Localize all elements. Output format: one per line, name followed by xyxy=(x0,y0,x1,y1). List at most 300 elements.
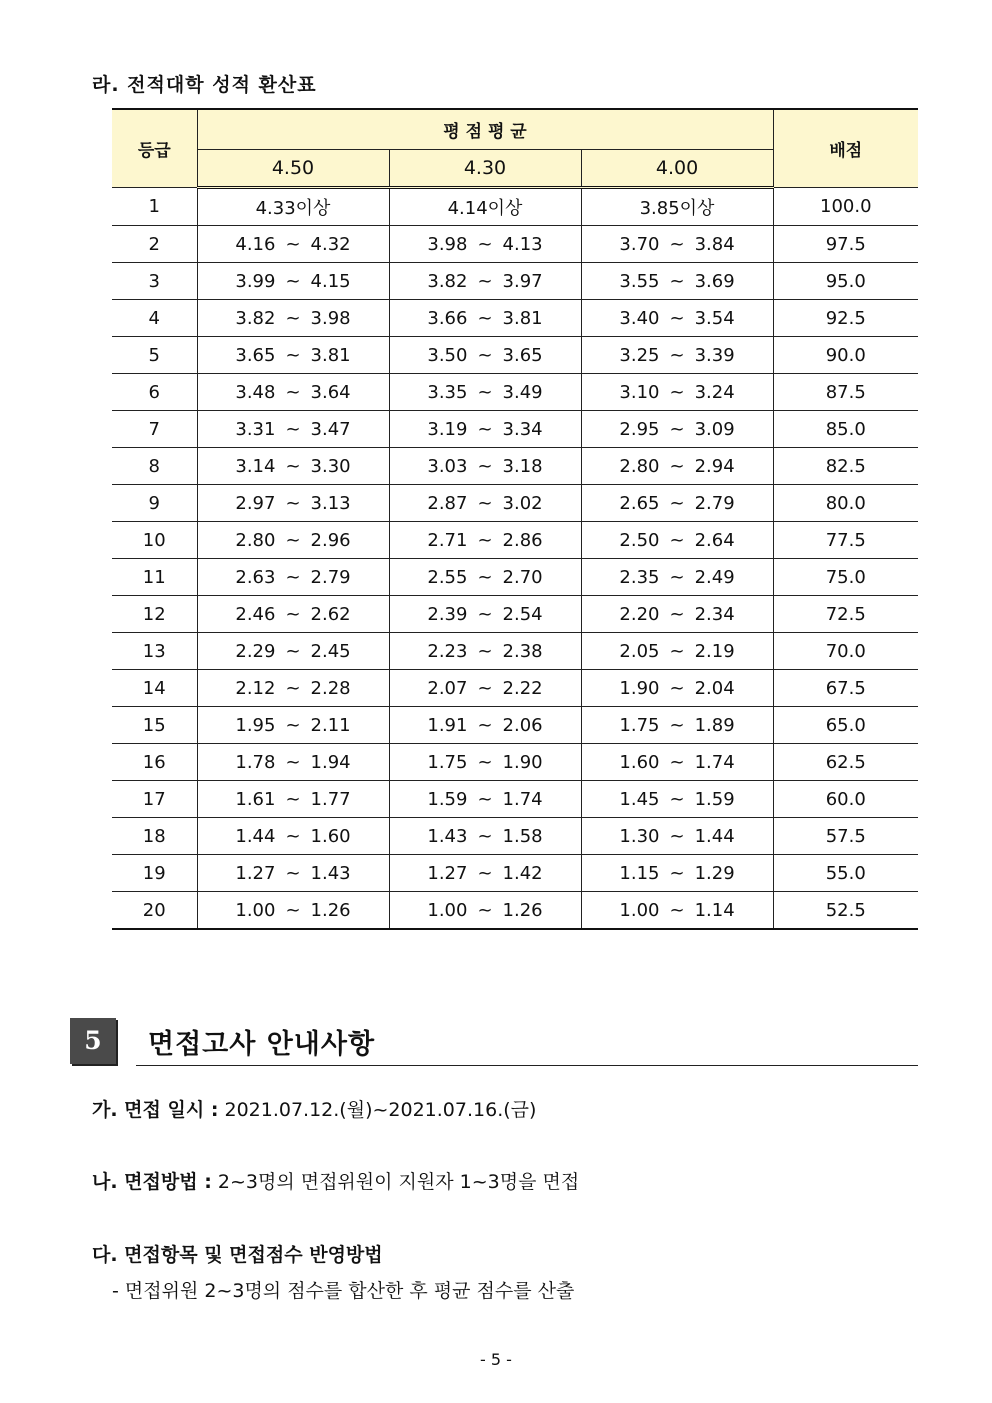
cell-grade: 16 xyxy=(112,744,197,781)
section-number-badge: 5 xyxy=(70,1018,116,1064)
range-separator: ~ xyxy=(285,270,301,292)
range-separator: ~ xyxy=(477,492,493,514)
table-row xyxy=(112,670,918,707)
cell-scale-450: 4.33이상 xyxy=(197,188,389,226)
cell-grade: 8 xyxy=(112,448,197,485)
cell-score: 62.5 xyxy=(773,744,918,781)
header-scale-430: 4.30 xyxy=(389,150,581,188)
range-low: 1.15 xyxy=(619,862,660,884)
table-row xyxy=(112,374,918,411)
table-row xyxy=(112,300,918,337)
range-high: 1.14 xyxy=(694,899,735,921)
range-low: 1.60 xyxy=(619,751,660,773)
range-separator: ~ xyxy=(285,381,301,403)
range-high: 1.44 xyxy=(694,825,735,847)
range-separator: ~ xyxy=(285,640,301,662)
range-separator: ~ xyxy=(285,418,301,440)
interview-date-label: 가. 면접 일시 : xyxy=(92,1099,219,1121)
cell-grade: 6 xyxy=(112,374,197,411)
range-separator: ~ xyxy=(669,233,685,255)
range-separator: ~ xyxy=(477,714,493,736)
range-separator: ~ xyxy=(285,825,301,847)
cell-scale-450 xyxy=(197,781,389,818)
range-separator: ~ xyxy=(669,825,685,847)
range-high: 1.77 xyxy=(310,788,351,810)
cell-scale-450 xyxy=(197,485,389,522)
interview-date-item xyxy=(92,1095,536,1122)
range-separator: ~ xyxy=(285,788,301,810)
cell-scale-400 xyxy=(581,707,773,744)
cell-scale-400 xyxy=(581,485,773,522)
cell-scale-450 xyxy=(197,818,389,855)
cell-grade: 4 xyxy=(112,300,197,337)
page-number: - 5 - xyxy=(480,1350,512,1369)
range-separator: ~ xyxy=(477,233,493,255)
cell-scale-400: 3.85이상 xyxy=(581,188,773,226)
range-low: 3.55 xyxy=(619,270,660,292)
cell-scale-430 xyxy=(389,226,581,263)
header-scale-400: 4.00 xyxy=(581,150,773,188)
cell-grade: 15 xyxy=(112,707,197,744)
cell-score: 82.5 xyxy=(773,448,918,485)
header-gpa-average: 평 점 평 균 xyxy=(197,109,773,150)
range-low: 1.00 xyxy=(235,899,276,921)
range-high: 3.98 xyxy=(310,307,351,329)
range-low: 3.19 xyxy=(427,418,468,440)
range-low: 3.48 xyxy=(235,381,276,403)
grade-conversion-table xyxy=(112,108,918,930)
range-separator: ~ xyxy=(285,529,301,551)
table-row xyxy=(112,559,918,596)
range-separator: ~ xyxy=(669,677,685,699)
range-high: 2.06 xyxy=(502,714,543,736)
range-low: 3.99 xyxy=(235,270,276,292)
range-low: 3.35 xyxy=(427,381,468,403)
range-high: 1.26 xyxy=(502,899,543,921)
range-low: 1.75 xyxy=(619,714,660,736)
range-high: 3.24 xyxy=(694,381,735,403)
cell-grade: 12 xyxy=(112,596,197,633)
range-high: 4.15 xyxy=(310,270,351,292)
range-low: 1.78 xyxy=(235,751,276,773)
interview-method-label: 나. 면접방법 : xyxy=(92,1171,212,1193)
range-separator: ~ xyxy=(669,603,685,625)
range-separator: ~ xyxy=(285,862,301,884)
range-high: 1.59 xyxy=(694,788,735,810)
cell-grade: 9 xyxy=(112,485,197,522)
range-low: 3.66 xyxy=(427,307,468,329)
range-separator: ~ xyxy=(669,899,685,921)
range-high: 3.81 xyxy=(502,307,543,329)
cell-scale-450 xyxy=(197,226,389,263)
range-low: 1.90 xyxy=(619,677,660,699)
range-separator: ~ xyxy=(669,862,685,884)
cell-scale-430 xyxy=(389,855,581,892)
range-high: 3.81 xyxy=(310,344,351,366)
range-high: 3.69 xyxy=(694,270,735,292)
range-low: 2.07 xyxy=(427,677,468,699)
range-separator: ~ xyxy=(669,640,685,662)
table-row xyxy=(112,522,918,559)
cell-scale-400 xyxy=(581,559,773,596)
range-low: 1.59 xyxy=(427,788,468,810)
cell-grade: 3 xyxy=(112,263,197,300)
range-separator: ~ xyxy=(477,566,493,588)
cell-scale-400 xyxy=(581,226,773,263)
cell-scale-430 xyxy=(389,411,581,448)
range-low: 3.98 xyxy=(427,233,468,255)
range-high: 3.13 xyxy=(310,492,351,514)
range-separator: ~ xyxy=(669,418,685,440)
cell-score: 75.0 xyxy=(773,559,918,596)
cell-scale-450 xyxy=(197,300,389,337)
range-separator: ~ xyxy=(477,640,493,662)
cell-score: 95.0 xyxy=(773,263,918,300)
cell-score: 77.5 xyxy=(773,522,918,559)
table-row xyxy=(112,411,918,448)
range-separator: ~ xyxy=(669,788,685,810)
range-high: 3.39 xyxy=(694,344,735,366)
interview-scoring-label: 다. 면접항목 및 면접점수 반영방법 xyxy=(92,1244,383,1266)
range-low: 1.75 xyxy=(427,751,468,773)
cell-scale-400 xyxy=(581,892,773,930)
range-high: 2.86 xyxy=(502,529,543,551)
table-row xyxy=(112,707,918,744)
table-row xyxy=(112,818,918,855)
range-low: 2.63 xyxy=(235,566,276,588)
cell-grade: 19 xyxy=(112,855,197,892)
range-separator: ~ xyxy=(477,751,493,773)
cell-score: 67.5 xyxy=(773,670,918,707)
range-low: 1.00 xyxy=(619,899,660,921)
range-low: 3.82 xyxy=(427,270,468,292)
range-low: 3.31 xyxy=(235,418,276,440)
range-low: 3.50 xyxy=(427,344,468,366)
cell-score: 97.5 xyxy=(773,226,918,263)
range-separator: ~ xyxy=(669,529,685,551)
header-grade: 등급 xyxy=(112,109,197,188)
cell-scale-450 xyxy=(197,855,389,892)
range-low: 2.71 xyxy=(427,529,468,551)
cell-grade: 7 xyxy=(112,411,197,448)
range-low: 1.44 xyxy=(235,825,276,847)
range-separator: ~ xyxy=(285,307,301,329)
cell-grade: 2 xyxy=(112,226,197,263)
range-separator: ~ xyxy=(669,344,685,366)
table-row xyxy=(112,188,918,226)
range-low: 2.80 xyxy=(235,529,276,551)
range-high: 2.04 xyxy=(694,677,735,699)
cell-grade: 14 xyxy=(112,670,197,707)
table-row xyxy=(112,781,918,818)
range-separator: ~ xyxy=(477,344,493,366)
range-high: 3.65 xyxy=(502,344,543,366)
cell-score: 80.0 xyxy=(773,485,918,522)
range-low: 1.30 xyxy=(619,825,660,847)
grade-table-body xyxy=(112,188,918,930)
table-row xyxy=(112,744,918,781)
range-separator: ~ xyxy=(669,751,685,773)
cell-score: 100.0 xyxy=(773,188,918,226)
cell-score: 85.0 xyxy=(773,411,918,448)
range-high: 2.49 xyxy=(694,566,735,588)
range-high: 3.54 xyxy=(694,307,735,329)
range-high: 2.38 xyxy=(502,640,543,662)
cell-score: 87.5 xyxy=(773,374,918,411)
range-high: 3.84 xyxy=(694,233,735,255)
range-separator: ~ xyxy=(285,751,301,773)
range-high: 1.89 xyxy=(694,714,735,736)
range-high: 1.60 xyxy=(310,825,351,847)
range-high: 3.18 xyxy=(502,455,543,477)
range-separator: ~ xyxy=(285,492,301,514)
cell-scale-430 xyxy=(389,818,581,855)
cell-scale-400 xyxy=(581,596,773,633)
cell-grade: 13 xyxy=(112,633,197,670)
cell-scale-400 xyxy=(581,781,773,818)
cell-scale-400 xyxy=(581,670,773,707)
cell-scale-450 xyxy=(197,374,389,411)
range-high: 2.22 xyxy=(502,677,543,699)
cell-scale-400 xyxy=(581,374,773,411)
range-high: 3.97 xyxy=(502,270,543,292)
header-score: 배점 xyxy=(773,109,918,188)
range-high: 3.64 xyxy=(310,381,351,403)
range-separator: ~ xyxy=(285,455,301,477)
range-separator: ~ xyxy=(477,529,493,551)
table-row xyxy=(112,892,918,930)
range-low: 1.43 xyxy=(427,825,468,847)
range-high: 3.49 xyxy=(502,381,543,403)
section-title: 면접고사 안내사항 xyxy=(148,1029,376,1060)
cell-scale-400 xyxy=(581,411,773,448)
cell-scale-450 xyxy=(197,707,389,744)
table-row xyxy=(112,226,918,263)
range-high: 3.47 xyxy=(310,418,351,440)
range-low: 2.50 xyxy=(619,529,660,551)
range-separator: ~ xyxy=(285,603,301,625)
range-high: 4.13 xyxy=(502,233,543,255)
cell-scale-450 xyxy=(197,670,389,707)
cell-scale-400 xyxy=(581,744,773,781)
cell-scale-400 xyxy=(581,522,773,559)
cell-scale-450 xyxy=(197,596,389,633)
range-low: 2.46 xyxy=(235,603,276,625)
cell-scale-450 xyxy=(197,892,389,930)
range-separator: ~ xyxy=(669,492,685,514)
range-separator: ~ xyxy=(285,566,301,588)
range-high: 2.34 xyxy=(694,603,735,625)
cell-scale-450 xyxy=(197,337,389,374)
range-low: 2.87 xyxy=(427,492,468,514)
table-row xyxy=(112,596,918,633)
range-low: 3.82 xyxy=(235,307,276,329)
range-high: 3.02 xyxy=(502,492,543,514)
range-separator: ~ xyxy=(477,455,493,477)
range-high: 4.32 xyxy=(310,233,351,255)
section-5-header xyxy=(70,1018,918,1068)
range-separator: ~ xyxy=(285,233,301,255)
range-high: 1.42 xyxy=(502,862,543,884)
range-low: 2.97 xyxy=(235,492,276,514)
range-low: 1.27 xyxy=(427,862,468,884)
range-low: 2.23 xyxy=(427,640,468,662)
range-low: 3.14 xyxy=(235,455,276,477)
range-low: 2.20 xyxy=(619,603,660,625)
range-separator: ~ xyxy=(477,381,493,403)
range-low: 1.27 xyxy=(235,862,276,884)
cell-scale-430 xyxy=(389,522,581,559)
cell-grade: 10 xyxy=(112,522,197,559)
range-high: 3.34 xyxy=(502,418,543,440)
cell-scale-400 xyxy=(581,818,773,855)
cell-scale-430 xyxy=(389,448,581,485)
range-separator: ~ xyxy=(669,566,685,588)
range-low: 2.29 xyxy=(235,640,276,662)
cell-scale-430 xyxy=(389,559,581,596)
interview-method-item xyxy=(92,1167,579,1194)
cell-scale-430 xyxy=(389,374,581,411)
cell-scale-430: 4.14이상 xyxy=(389,188,581,226)
table-row xyxy=(112,633,918,670)
range-low: 2.39 xyxy=(427,603,468,625)
range-low: 3.70 xyxy=(619,233,660,255)
cell-scale-430 xyxy=(389,633,581,670)
range-low: 2.80 xyxy=(619,455,660,477)
range-low: 1.91 xyxy=(427,714,468,736)
range-high: 1.26 xyxy=(310,899,351,921)
range-low: 2.95 xyxy=(619,418,660,440)
range-high: 2.19 xyxy=(694,640,735,662)
range-low: 1.95 xyxy=(235,714,276,736)
cell-scale-430 xyxy=(389,670,581,707)
cell-scale-400 xyxy=(581,300,773,337)
range-high: 2.79 xyxy=(694,492,735,514)
cell-score: 52.5 xyxy=(773,892,918,930)
range-high: 2.94 xyxy=(694,455,735,477)
range-high: 1.74 xyxy=(502,788,543,810)
cell-score: 70.0 xyxy=(773,633,918,670)
range-separator: ~ xyxy=(285,344,301,366)
range-separator: ~ xyxy=(477,603,493,625)
cell-scale-430 xyxy=(389,744,581,781)
range-low: 2.55 xyxy=(427,566,468,588)
table-row xyxy=(112,263,918,300)
cell-scale-430 xyxy=(389,892,581,930)
range-high: 2.45 xyxy=(310,640,351,662)
range-separator: ~ xyxy=(669,307,685,329)
range-separator: ~ xyxy=(285,714,301,736)
cell-scale-450 xyxy=(197,633,389,670)
cell-grade: 20 xyxy=(112,892,197,930)
range-high: 1.43 xyxy=(310,862,351,884)
cell-score: 55.0 xyxy=(773,855,918,892)
cell-scale-430 xyxy=(389,485,581,522)
range-low: 3.40 xyxy=(619,307,660,329)
cell-scale-400 xyxy=(581,633,773,670)
conversion-table-title: 라. 전적대학 성적 환산표 xyxy=(92,74,317,96)
cell-grade: 18 xyxy=(112,818,197,855)
range-high: 2.79 xyxy=(310,566,351,588)
interview-date-value: 2021.07.12.(월)~2021.07.16.(금) xyxy=(218,1099,537,1121)
cell-scale-450 xyxy=(197,448,389,485)
cell-scale-450 xyxy=(197,744,389,781)
cell-score: 65.0 xyxy=(773,707,918,744)
interview-method-value: 2~3명의 면접위원이 지원자 1~3명을 면접 xyxy=(211,1171,580,1193)
cell-scale-400 xyxy=(581,855,773,892)
range-separator: ~ xyxy=(477,418,493,440)
range-high: 2.11 xyxy=(310,714,351,736)
range-separator: ~ xyxy=(669,270,685,292)
range-high: 2.54 xyxy=(502,603,543,625)
range-low: 3.03 xyxy=(427,455,468,477)
range-separator: ~ xyxy=(477,825,493,847)
cell-scale-430 xyxy=(389,337,581,374)
range-separator: ~ xyxy=(477,862,493,884)
cell-score: 57.5 xyxy=(773,818,918,855)
range-low: 3.65 xyxy=(235,344,276,366)
table-row xyxy=(112,448,918,485)
cell-scale-430 xyxy=(389,781,581,818)
range-low: 2.12 xyxy=(235,677,276,699)
range-separator: ~ xyxy=(669,381,685,403)
range-separator: ~ xyxy=(285,677,301,699)
table-row xyxy=(112,485,918,522)
cell-scale-430 xyxy=(389,263,581,300)
range-low: 3.10 xyxy=(619,381,660,403)
range-high: 2.96 xyxy=(310,529,351,551)
interview-scoring-item xyxy=(92,1240,383,1267)
range-low: 2.65 xyxy=(619,492,660,514)
range-low: 1.61 xyxy=(235,788,276,810)
cell-grade: 17 xyxy=(112,781,197,818)
cell-scale-450 xyxy=(197,559,389,596)
range-high: 1.58 xyxy=(502,825,543,847)
cell-scale-400 xyxy=(581,337,773,374)
range-separator: ~ xyxy=(285,899,301,921)
cell-score: 72.5 xyxy=(773,596,918,633)
range-high: 2.70 xyxy=(502,566,543,588)
cell-score: 92.5 xyxy=(773,300,918,337)
range-separator: ~ xyxy=(477,307,493,329)
range-high: 1.74 xyxy=(694,751,735,773)
range-high: 2.62 xyxy=(310,603,351,625)
range-low: 1.45 xyxy=(619,788,660,810)
range-low: 2.05 xyxy=(619,640,660,662)
cell-grade: 1 xyxy=(112,188,197,226)
cell-scale-450 xyxy=(197,263,389,300)
range-separator: ~ xyxy=(669,455,685,477)
cell-scale-450 xyxy=(197,411,389,448)
range-high: 2.64 xyxy=(694,529,735,551)
range-high: 3.09 xyxy=(694,418,735,440)
cell-scale-430 xyxy=(389,596,581,633)
cell-scale-400 xyxy=(581,263,773,300)
cell-score: 90.0 xyxy=(773,337,918,374)
section-underline xyxy=(136,1065,918,1066)
range-high: 1.90 xyxy=(502,751,543,773)
range-high: 2.28 xyxy=(310,677,351,699)
range-separator: ~ xyxy=(669,714,685,736)
range-high: 3.30 xyxy=(310,455,351,477)
range-low: 4.16 xyxy=(235,233,276,255)
range-separator: ~ xyxy=(477,677,493,699)
range-low: 2.35 xyxy=(619,566,660,588)
cell-scale-400 xyxy=(581,448,773,485)
cell-scale-430 xyxy=(389,707,581,744)
range-separator: ~ xyxy=(477,899,493,921)
table-row xyxy=(112,337,918,374)
